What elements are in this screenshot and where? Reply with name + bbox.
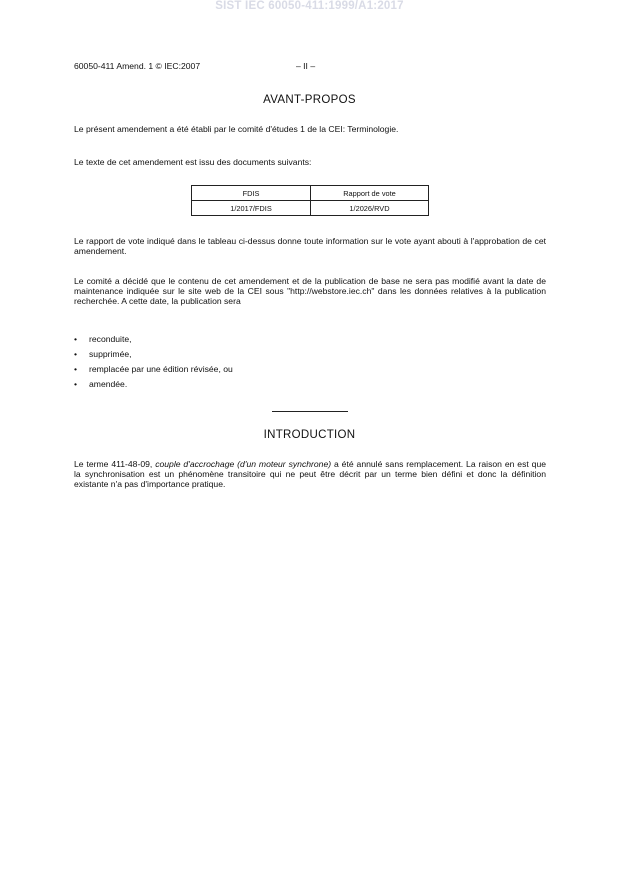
page-header: [74, 61, 316, 71]
avant-propos-paragraph-2: Le texte de cet amendement est issu des documents suivants:: [74, 157, 312, 167]
avant-propos-title: AVANT-PROPOS: [263, 94, 356, 106]
table-cell: 1/2017/FDIS: [192, 201, 311, 216]
introduction-paragraph: [74, 459, 546, 489]
list-item-text: reconduite,: [89, 334, 132, 344]
table-header-cell: Rapport de vote: [311, 186, 429, 201]
avant-propos-paragraph-3: Le rapport de vote indiqué dans le tableau ci-dessus donne toute information sur le vote ayant abouti à l'approbation de cet amendement.: [74, 236, 546, 256]
table-row: [192, 201, 429, 216]
intro-text-start: Le terme 411-48-09,: [74, 459, 156, 469]
list-item-text: supprimée,: [89, 349, 132, 359]
documents-table: [191, 185, 429, 216]
section-divider: [272, 411, 348, 412]
avant-propos-paragraph-1: Le présent amendement a été établi par le comité d'études 1 de la CEI: Terminologie.: [74, 124, 399, 134]
watermark: SIST IEC 60050-411:1999/A1:2017: [215, 0, 404, 12]
list-item: [74, 362, 233, 377]
list-item-text: remplacée par une édition révisée, ou: [89, 364, 233, 374]
table-cell: 1/2026/RVD: [311, 201, 429, 216]
intro-text-end: a été annulé sans remplacement. La raison en est que la synchronisation est un phénomène transitoire qui ne peut être décrit par un terme bien défini et donc la définition existante n'a pas d'importance pratique.: [74, 459, 547, 489]
list-item: [74, 377, 233, 392]
bullet-icon: •: [74, 364, 78, 374]
table-header-row: [192, 186, 429, 201]
bullet-icon: •: [74, 334, 78, 344]
document-reference: 60050-411 Amend. 1 © IEC:2007: [74, 61, 201, 71]
table-header-cell: FDIS: [192, 186, 311, 201]
avant-propos-paragraph-4: Le comité a décidé que le contenu de cet amendement et de la publication de base ne sera pas modifié avant la date de maintenance indiquée sur le site web de la CEI sous "http://webstore.iec.ch" dans les données relatives à la publication recherchée. A cette date, la publication sera: [74, 276, 546, 306]
bullet-icon: •: [74, 379, 78, 389]
list-item-text: amendée.: [89, 379, 128, 389]
bullet-icon: •: [74, 349, 78, 359]
list-item: [74, 347, 233, 362]
intro-term-italic: couple d'accrochage (d'un moteur synchrone): [155, 459, 332, 469]
page-number: – II –: [296, 61, 316, 71]
bullet-list: [74, 332, 233, 392]
introduction-title: INTRODUCTION: [263, 429, 356, 441]
list-item: [74, 332, 233, 347]
